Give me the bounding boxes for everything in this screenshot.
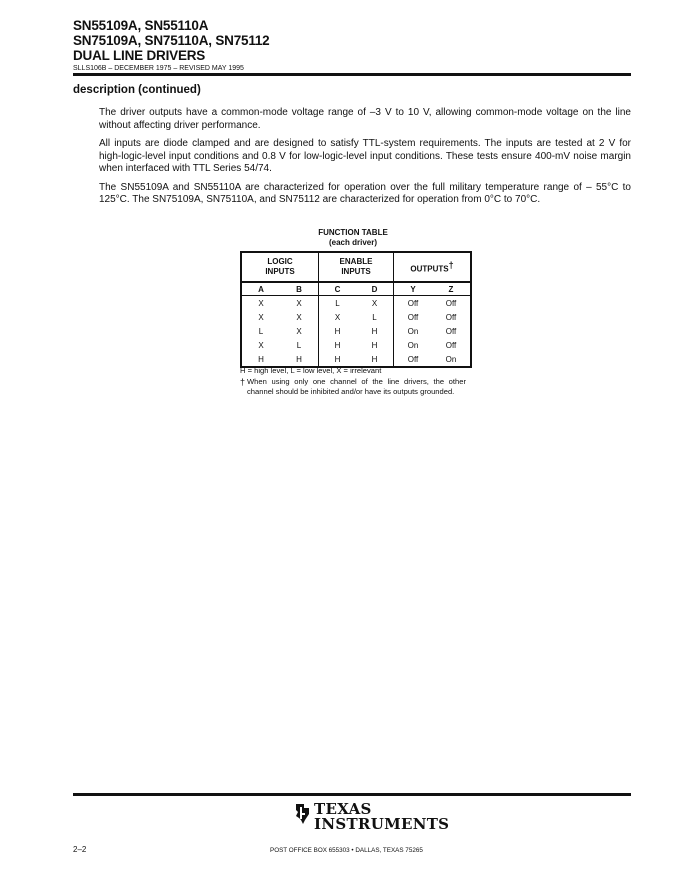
header-rule [73,73,631,76]
section-title: description (continued) [73,84,201,96]
table-row: L X H H On Off [241,324,471,338]
paragraph: The SN55109A and SN55110A are characterized for operation over the full military temperature range of – 55°C to 125°C. The SN75109A, SN75110A, and SN75112 are characterized for operation from 0°C to 70°C. [99,181,631,205]
paragraph: The driver outputs have a common-mode voltage range of –3 V to 10 V, allowing common-mode voltage on the line without affecting driver performance. [99,107,631,131]
table-row: X X L X Off Off [241,296,471,311]
function-table-title: FUNCTION TABLE [318,228,388,237]
header-title-line2: SN75109A, SN75110A, SN75112 [73,33,270,48]
table-footnote: † When using only one channel of the line drivers, the other channel should be inhibited and/or have its outputs grounded. [240,376,466,396]
column-header: A [241,282,280,296]
description-text [99,107,631,213]
column-header: C [319,282,357,296]
column-header: B [280,282,319,296]
function-table [240,251,472,368]
logic-inputs-header: LOGIC INPUTS [241,252,319,282]
table-notes [240,366,466,398]
page-number: 2–2 [73,845,87,854]
document-revision-info: SLLS106B – DECEMBER 1975 – REVISED MAY 1995 [73,65,244,72]
table-legend: H = high level, L = low level, X = irrelevant [240,366,382,375]
company-address: POST OFFICE BOX 655303 • DALLAS, TEXAS 75265 [270,847,423,854]
logo-wordmark: TEXAS INSTRUMENTS [314,800,450,833]
table-row: H H H H Off On [241,352,471,367]
table-row: X X X L Off Off [241,310,471,324]
column-header: Z [432,282,471,296]
texas-instruments-logo [294,802,449,832]
paragraph: All inputs are diode clamped and are designed to satisfy TTL-system requirements. The inputs are tested at 2 V for high-logic-level input conditions and 0.8 V for low-logic-level input conditions. These tests ensure 400-mV noise margin when interfaced with TTL Series 54/74. [99,138,631,174]
header-title-line1: SN55109A, SN55110A [73,18,209,33]
column-header: D [356,282,394,296]
footer-rule [73,793,631,796]
outputs-header: OUTPUTS† [394,252,472,282]
page-header [73,18,631,73]
table-row: X L H H On Off [241,338,471,352]
header-title-line3: DUAL LINE DRIVERS [73,48,206,63]
enable-inputs-header: ENABLE INPUTS [319,252,394,282]
ti-state-icon [294,802,312,826]
dagger-mark: † [240,376,246,387]
function-table-subtitle: (each driver) [328,238,378,247]
column-header: Y [394,282,433,296]
